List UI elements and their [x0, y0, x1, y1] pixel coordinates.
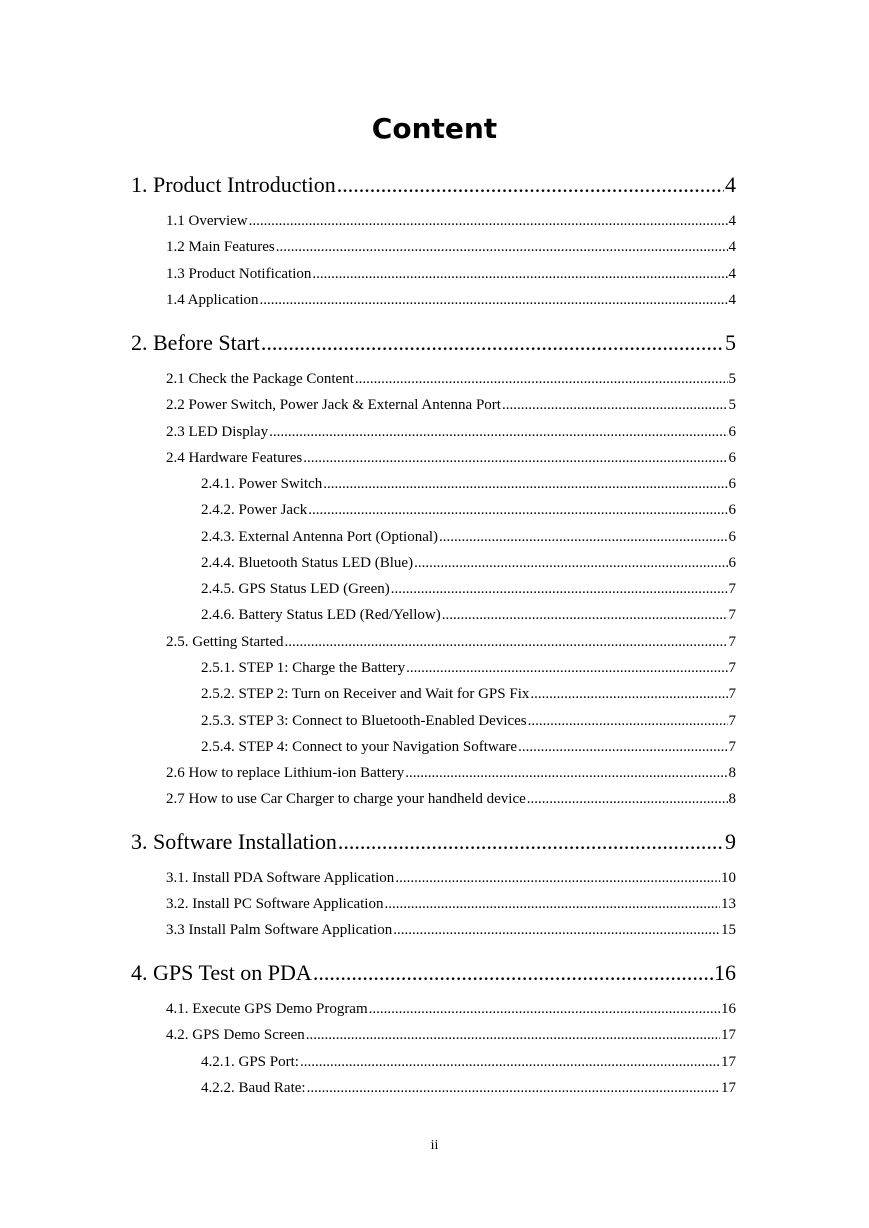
toc-entry-page: 9: [725, 829, 736, 854]
toc-dot-leader: [369, 1001, 720, 1018]
toc-dot-leader: [260, 292, 728, 309]
toc-entry-page: 6: [728, 502, 736, 518]
toc-entry-level-3[interactable]: [201, 713, 736, 730]
toc-dot-leader: [393, 922, 720, 939]
toc-entry-page: 10: [721, 870, 736, 886]
toc-entry-label: 1.3 Product Notification: [166, 266, 312, 282]
toc-entry-level-3[interactable]: [201, 1054, 736, 1071]
toc-entry-level-2[interactable]: [166, 266, 736, 283]
toc-dot-leader: [261, 330, 724, 356]
toc-dot-leader: [384, 896, 720, 913]
toc-entry-label: 2.4.1. Power Switch: [201, 476, 323, 492]
toc-entry-level-3[interactable]: [201, 1080, 736, 1097]
toc-entry-page: 17: [721, 1027, 736, 1043]
toc-entry-page: 4: [728, 239, 736, 255]
toc-entry-level-2[interactable]: [166, 371, 736, 388]
toc-entry-level-3[interactable]: [201, 739, 736, 756]
toc-dot-leader: [303, 450, 727, 467]
toc-entry-label: 4.2.2. Baud Rate:: [201, 1080, 306, 1096]
toc-entry-level-2[interactable]: [166, 896, 736, 913]
toc-entry-label: 2.7 How to use Car Charger to charge your handheld device: [166, 791, 526, 807]
toc-dot-leader: [300, 1054, 720, 1071]
toc-entry-level-2[interactable]: [166, 765, 736, 782]
toc-entry-label: 4.1. Execute GPS Demo Program: [166, 1001, 368, 1017]
toc-entry-level-2[interactable]: [166, 634, 736, 651]
toc-entry-level-3[interactable]: [201, 686, 736, 703]
toc-entry-page: 7: [728, 686, 736, 702]
toc-entry-label: 2.5.3. STEP 3: Connect to Bluetooth-Enabled Devices: [201, 713, 527, 729]
toc-entry-page: 13: [721, 896, 736, 912]
toc-entry-label: 2.5.2. STEP 2: Turn on Receiver and Wait for GPS Fix: [201, 686, 530, 702]
toc-entry-page: 5: [728, 397, 736, 413]
toc-entry-page: 7: [728, 607, 736, 623]
toc-entry-page: 6: [728, 450, 736, 466]
toc-entry-label: 2.5.4. STEP 4: Connect to your Navigation Software: [201, 739, 518, 755]
toc-entry-page: 7: [728, 739, 736, 755]
toc-entry-level-2[interactable]: [166, 450, 736, 467]
toc-dot-leader: [323, 476, 727, 493]
toc-entry-level-3[interactable]: [201, 502, 736, 519]
toc-entry-page: 5: [728, 371, 736, 387]
toc-entry-label: 3.2. Install PC Software Application: [166, 896, 384, 912]
toc-dot-leader: [530, 686, 727, 703]
toc-entry-level-3[interactable]: [201, 476, 736, 493]
toc-entry-page: 4: [725, 172, 736, 197]
toc-entry-level-3[interactable]: [201, 660, 736, 677]
toc-dot-leader: [442, 607, 728, 624]
toc-entry-label: 2.3 LED Display: [166, 424, 269, 440]
toc-dot-leader: [528, 713, 728, 730]
toc-entry-page: 6: [728, 424, 736, 440]
toc-entry-page: 17: [721, 1054, 736, 1070]
toc-dot-leader: [308, 502, 727, 519]
toc-entry-label: 2.2 Power Switch, Power Jack & External Antenna Port: [166, 397, 501, 413]
toc-dot-leader: [284, 634, 727, 651]
toc-entry-label: 2.4.6. Battery Status LED (Red/Yellow): [201, 607, 441, 623]
toc-entry-page: 8: [728, 765, 736, 781]
toc-entry-level-2[interactable]: [166, 791, 736, 808]
toc-entry-level-3[interactable]: [201, 607, 736, 624]
toc-dot-leader: [269, 424, 727, 441]
toc-entry-label: 2. Before Start: [131, 330, 260, 355]
toc-entry-label: 3. Software Installation: [131, 829, 337, 854]
toc-entry-label: 3.1. Install PDA Software Application: [166, 870, 395, 886]
toc-entry-page: 6: [728, 529, 736, 545]
toc-entry-level-2[interactable]: [166, 213, 736, 230]
toc-entry-level-2[interactable]: [166, 424, 736, 441]
toc-entry-label: 2.5.1. STEP 1: Charge the Battery: [201, 660, 406, 676]
toc-entry-label: 2.4.4. Bluetooth Status LED (Blue): [201, 555, 414, 571]
toc-entry-page: 6: [728, 476, 736, 492]
toc-entry-page: 7: [728, 581, 736, 597]
toc-entry-label: 4. GPS Test on PDA: [131, 960, 312, 985]
toc-dot-leader: [338, 829, 724, 855]
toc-entry-label: 1. Product Introduction: [131, 172, 336, 197]
toc-dot-leader: [312, 266, 727, 283]
toc-entry-page: 4: [728, 292, 736, 308]
toc-entry-page: 6: [728, 555, 736, 571]
toc-entry-level-1[interactable]: [131, 330, 736, 356]
toc-entry-level-2[interactable]: [166, 239, 736, 256]
toc-entry-level-2[interactable]: [166, 397, 736, 414]
toc-dot-leader: [307, 1080, 720, 1097]
toc-dot-leader: [527, 791, 728, 808]
toc-entry-label: 1.1 Overview: [166, 213, 248, 229]
toc-entry-level-2[interactable]: [166, 292, 736, 309]
toc-entry-level-3[interactable]: [201, 581, 736, 598]
toc-dot-leader: [518, 739, 727, 756]
toc-entry-page: 4: [728, 266, 736, 282]
toc-entry-level-2[interactable]: [166, 922, 736, 939]
toc-entry-label: 2.4 Hardware Features: [166, 450, 303, 466]
toc-entry-label: 2.5. Getting Started: [166, 634, 284, 650]
toc-entry-label: 4.2. GPS Demo Screen: [166, 1027, 305, 1043]
toc-entry-level-2[interactable]: [166, 1027, 736, 1044]
toc-entry-page: 16: [714, 960, 736, 985]
toc-dot-leader: [391, 581, 728, 598]
toc-entry-level-1[interactable]: [131, 960, 736, 986]
toc-dot-leader: [439, 529, 727, 546]
toc-entry-page: 15: [721, 922, 736, 938]
page-title: Content: [371, 112, 498, 145]
toc-entry-page: 7: [728, 634, 736, 650]
toc-dot-leader: [414, 555, 727, 572]
toc-dot-leader: [276, 239, 728, 256]
toc-entry-page: 17: [721, 1080, 736, 1096]
toc-entry-page: 16: [721, 1001, 736, 1017]
toc-entry-label: 2.4.5. GPS Status LED (Green): [201, 581, 390, 597]
toc-entry-level-3[interactable]: [201, 529, 736, 546]
toc-dot-leader: [313, 960, 713, 986]
toc-entry-label: 2.6 How to replace Lithium-ion Battery: [166, 765, 405, 781]
toc-entry-page: 5: [725, 330, 736, 355]
toc-entry-label: 1.4 Application: [166, 292, 259, 308]
toc-dot-leader: [306, 1027, 720, 1044]
toc-dot-leader: [405, 765, 727, 782]
toc-dot-leader: [337, 172, 724, 198]
toc-entry-level-2[interactable]: [166, 1001, 736, 1018]
toc-entry-level-1[interactable]: [131, 829, 736, 855]
toc-entry-label: 2.1 Check the Package Content: [166, 371, 354, 387]
toc-dot-leader: [249, 213, 728, 230]
toc-entry-label: 2.4.3. External Antenna Port (Optional): [201, 529, 439, 545]
toc-dot-leader: [502, 397, 728, 414]
toc-entry-level-1[interactable]: [131, 172, 736, 198]
toc-entry-level-2[interactable]: [166, 870, 736, 887]
toc-entry-label: 2.4.2. Power Jack: [201, 502, 308, 518]
toc-dot-leader: [406, 660, 727, 677]
toc-dot-leader: [355, 371, 728, 388]
toc-entry-page: 4: [728, 213, 736, 229]
toc-entry-page: 8: [728, 791, 736, 807]
toc-entry-label: 3.3 Install Palm Software Application: [166, 922, 393, 938]
toc-entry-page: 7: [728, 713, 736, 729]
toc-entry-label: 1.2 Main Features: [166, 239, 275, 255]
toc-entry-label: 4.2.1. GPS Port:: [201, 1054, 299, 1070]
toc-entry-page: 7: [728, 660, 736, 676]
toc-entry-level-3[interactable]: [201, 555, 736, 572]
page-number-footer: ii: [430, 1138, 439, 1153]
toc-dot-leader: [395, 870, 720, 887]
